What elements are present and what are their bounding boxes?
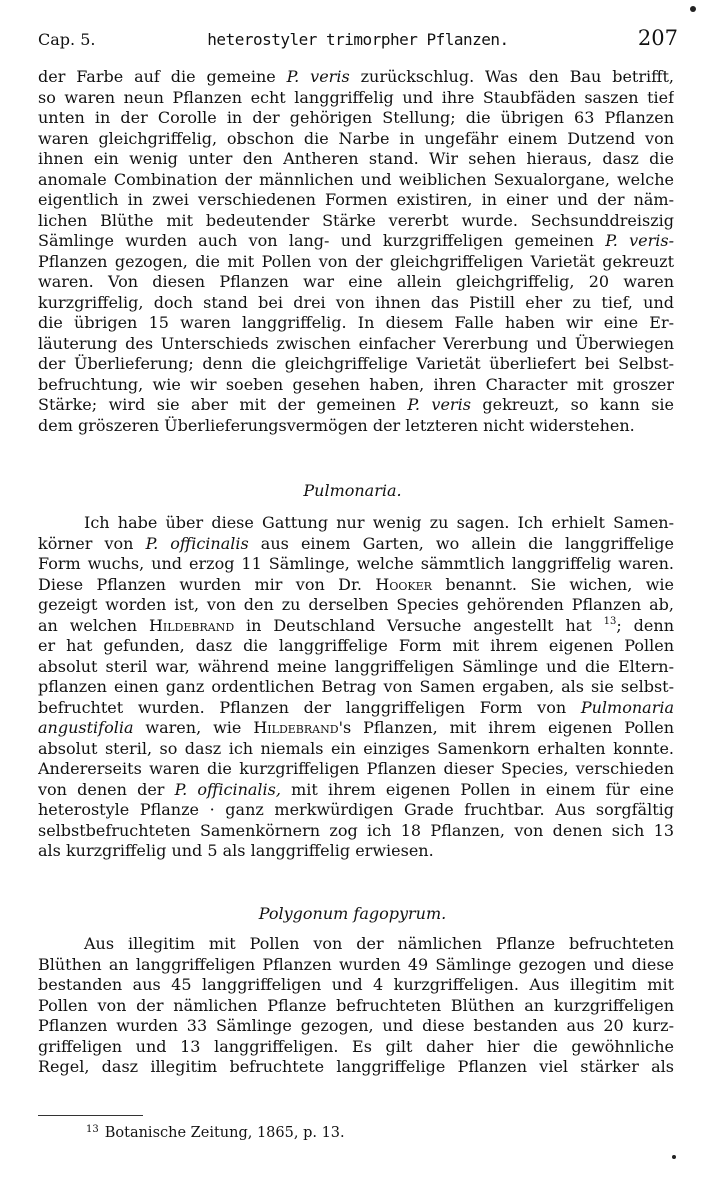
text-line: lichen Blüthe mit bedeutender Stärke vererbt wurde. Sechsunddreiszig xyxy=(38,210,674,230)
text-line: Sämlinge wurden auch von lang- und kurzgriffeligen gemeinen P. veris- xyxy=(38,231,674,250)
text-line: eigentlich in zwei verschiedenen Formen existiren, in einer und der näm- xyxy=(38,190,674,209)
text-line: absolut steril, so dasz ich niemals ein einziges Samenkorn erhalten konnte. xyxy=(38,738,674,758)
text-line: Aus illegitim mit Pollen von der nämlichen Pflanze befruchteten xyxy=(84,934,674,953)
text-line: pflanzen einen ganz ordentlichen Betrag von Samen ergaben, als sie selbst- xyxy=(38,677,674,696)
text-line: Regel, dasz illegitim befruchtete langgriffelige Pflanzen viel stärker als xyxy=(38,1057,674,1076)
text-line: Pflanzen wurden 33 Sämlinge gezogen, und diese bestanden aus 20 kurz- xyxy=(38,1016,674,1035)
text-line: ihnen ein wenig unter den Antheren stand. Wir sehen hieraus, dasz die xyxy=(38,149,674,168)
text-line: von denen der P. officinalis, mit ihrem eigenen Pollen in einem für eine xyxy=(38,779,674,799)
page-header xyxy=(38,26,678,54)
text-line: Pollen von der nämlichen Pflanze befruchteten Blüthen an kurzgriffeligen xyxy=(38,995,674,1015)
text-line: bestanden aus 45 langgriffeligen und 4 kurzgriffeligen. Aus illegitim mit xyxy=(38,975,674,994)
page-number: 207 xyxy=(637,26,678,50)
text-line: Pflanzen gezogen, die mit Pollen von der gleichgriffeligen Varietät gekreuzt xyxy=(38,251,674,271)
text-line: Ich habe über diese Gattung nur wenig zu sagen. Ich erhielt Samen- xyxy=(84,513,674,532)
text-line: kurzgriffelig, doch stand bei drei von ihnen das Pistill eher zu tief, und xyxy=(38,292,674,312)
text-line: befruchtung, wie wir soeben gesehen haben, ihren Character mit groszer xyxy=(38,374,674,394)
text-line: der Überlieferung; denn die gleichgriffelige Varietät überliefert bei Selbst- xyxy=(38,354,674,373)
footnote xyxy=(86,1124,345,1141)
text-line: befruchtet wurden. Pflanzen der langgriffeligen Form von Pulmonaria xyxy=(38,697,674,717)
paragraph-polygonum xyxy=(38,934,674,1078)
footnote-text: Botanische Zeitung, 1865, p. 13. xyxy=(104,1125,345,1141)
text-line: die übrigen 15 waren langgriffelig. In diesem Falle haben wir eine Er- xyxy=(38,313,674,332)
footnote-reference: 13 xyxy=(603,615,617,627)
ink-speck xyxy=(672,1155,676,1159)
text-line: er hat gefunden, dasz die langgriffelige Form mit ihrem eigenen Pollen xyxy=(38,636,674,655)
ink-speck xyxy=(690,6,696,12)
text-line: unten in der Corolle in der gehörigen Stellung; die übrigen 63 Pflanzen xyxy=(38,108,674,127)
paragraph-primula-continuation xyxy=(38,67,674,436)
text-line: griffeligen und 13 langgriffeligen. Es gilt daher hier die gewöhnliche xyxy=(38,1036,674,1056)
paragraph-pulmonaria xyxy=(38,513,674,862)
footnote-number: 13 xyxy=(86,1124,99,1135)
text-line: so waren neun Pflanzen echt langgriffelig und ihre Staubfäden saszen tief xyxy=(38,87,674,107)
text-line: körner von P. officinalis aus einem Garten, wo allein die langgriffelige xyxy=(38,533,674,553)
running-title: heterostyler trimorpher Pflanzen. xyxy=(207,30,509,49)
text-line: heterostyle Pflanze · ganz merkwürdigen Grade fruchtbar. Aus sorgfältig xyxy=(38,800,674,819)
chapter-label: Cap. 5. xyxy=(38,30,96,49)
text-line: selbstbefruchteten Samenkörnern zog ich 18 Pflanzen, von denen sich 13 xyxy=(38,820,674,840)
text-line: anomale Combination der männlichen und weiblichen Sexualorgane, welche xyxy=(38,169,674,189)
text-line: waren gleichgriffelig, obschon die Narbe in ungefähr einem Dutzend von xyxy=(38,128,674,148)
text-line: gezeigt worden ist, von den zu derselben Species gehörenden Pflanzen ab, xyxy=(38,595,674,614)
text-line: absolut steril war, während meine langgriffeligen Sämlinge und die Eltern- xyxy=(38,656,674,676)
text-line: läuterung des Unterschieds zwischen einfacher Vererbung und Überwiegen xyxy=(38,333,674,353)
text-line: als kurzgriffelig und 5 als langgriffelig erwiesen. xyxy=(38,841,434,860)
text-line: Stärke; wird sie aber mit der gemeinen P. veris gekreuzt, so kann sie xyxy=(38,395,674,414)
text-line: an welchen Hildebrand in Deutschland Versuche angestellt hat $^{13}$; denn xyxy=(38,615,674,635)
footnote-divider xyxy=(38,1115,143,1116)
text-line: waren. Von diesen Pflanzen war eine allein gleichgriffelig, 20 waren xyxy=(38,272,674,291)
section-heading-pulmonaria: Pulmonaria. xyxy=(303,481,402,500)
text-line: Blüthen an langgriffeligen Pflanzen wurden 49 Sämlinge gezogen und diese xyxy=(38,954,674,974)
text-line: Diese Pflanzen wurden mir von Dr. Hooker benannt. Sie wichen, wie xyxy=(38,574,674,594)
text-line: der Farbe auf die gemeine P. veris zurückschlug. Was den Bau betrifft, xyxy=(38,67,674,86)
text-line: angustifolia waren, wie Hildebrand's Pflanzen, mit ihrem eigenen Pollen xyxy=(38,718,674,737)
text-line: Andererseits waren die kurzgriffeligen Pflanzen dieser Species, verschieden xyxy=(38,759,674,778)
text-line: dem gröszeren Überlieferungsvermögen der letzteren nicht widerstehen. xyxy=(38,415,635,435)
text-line: Form wuchs, und erzog 11 Sämlinge, welche sämmtlich langgriffelig waren. xyxy=(38,554,674,573)
section-heading-polygonum: Polygonum fagopyrum. xyxy=(258,904,447,923)
